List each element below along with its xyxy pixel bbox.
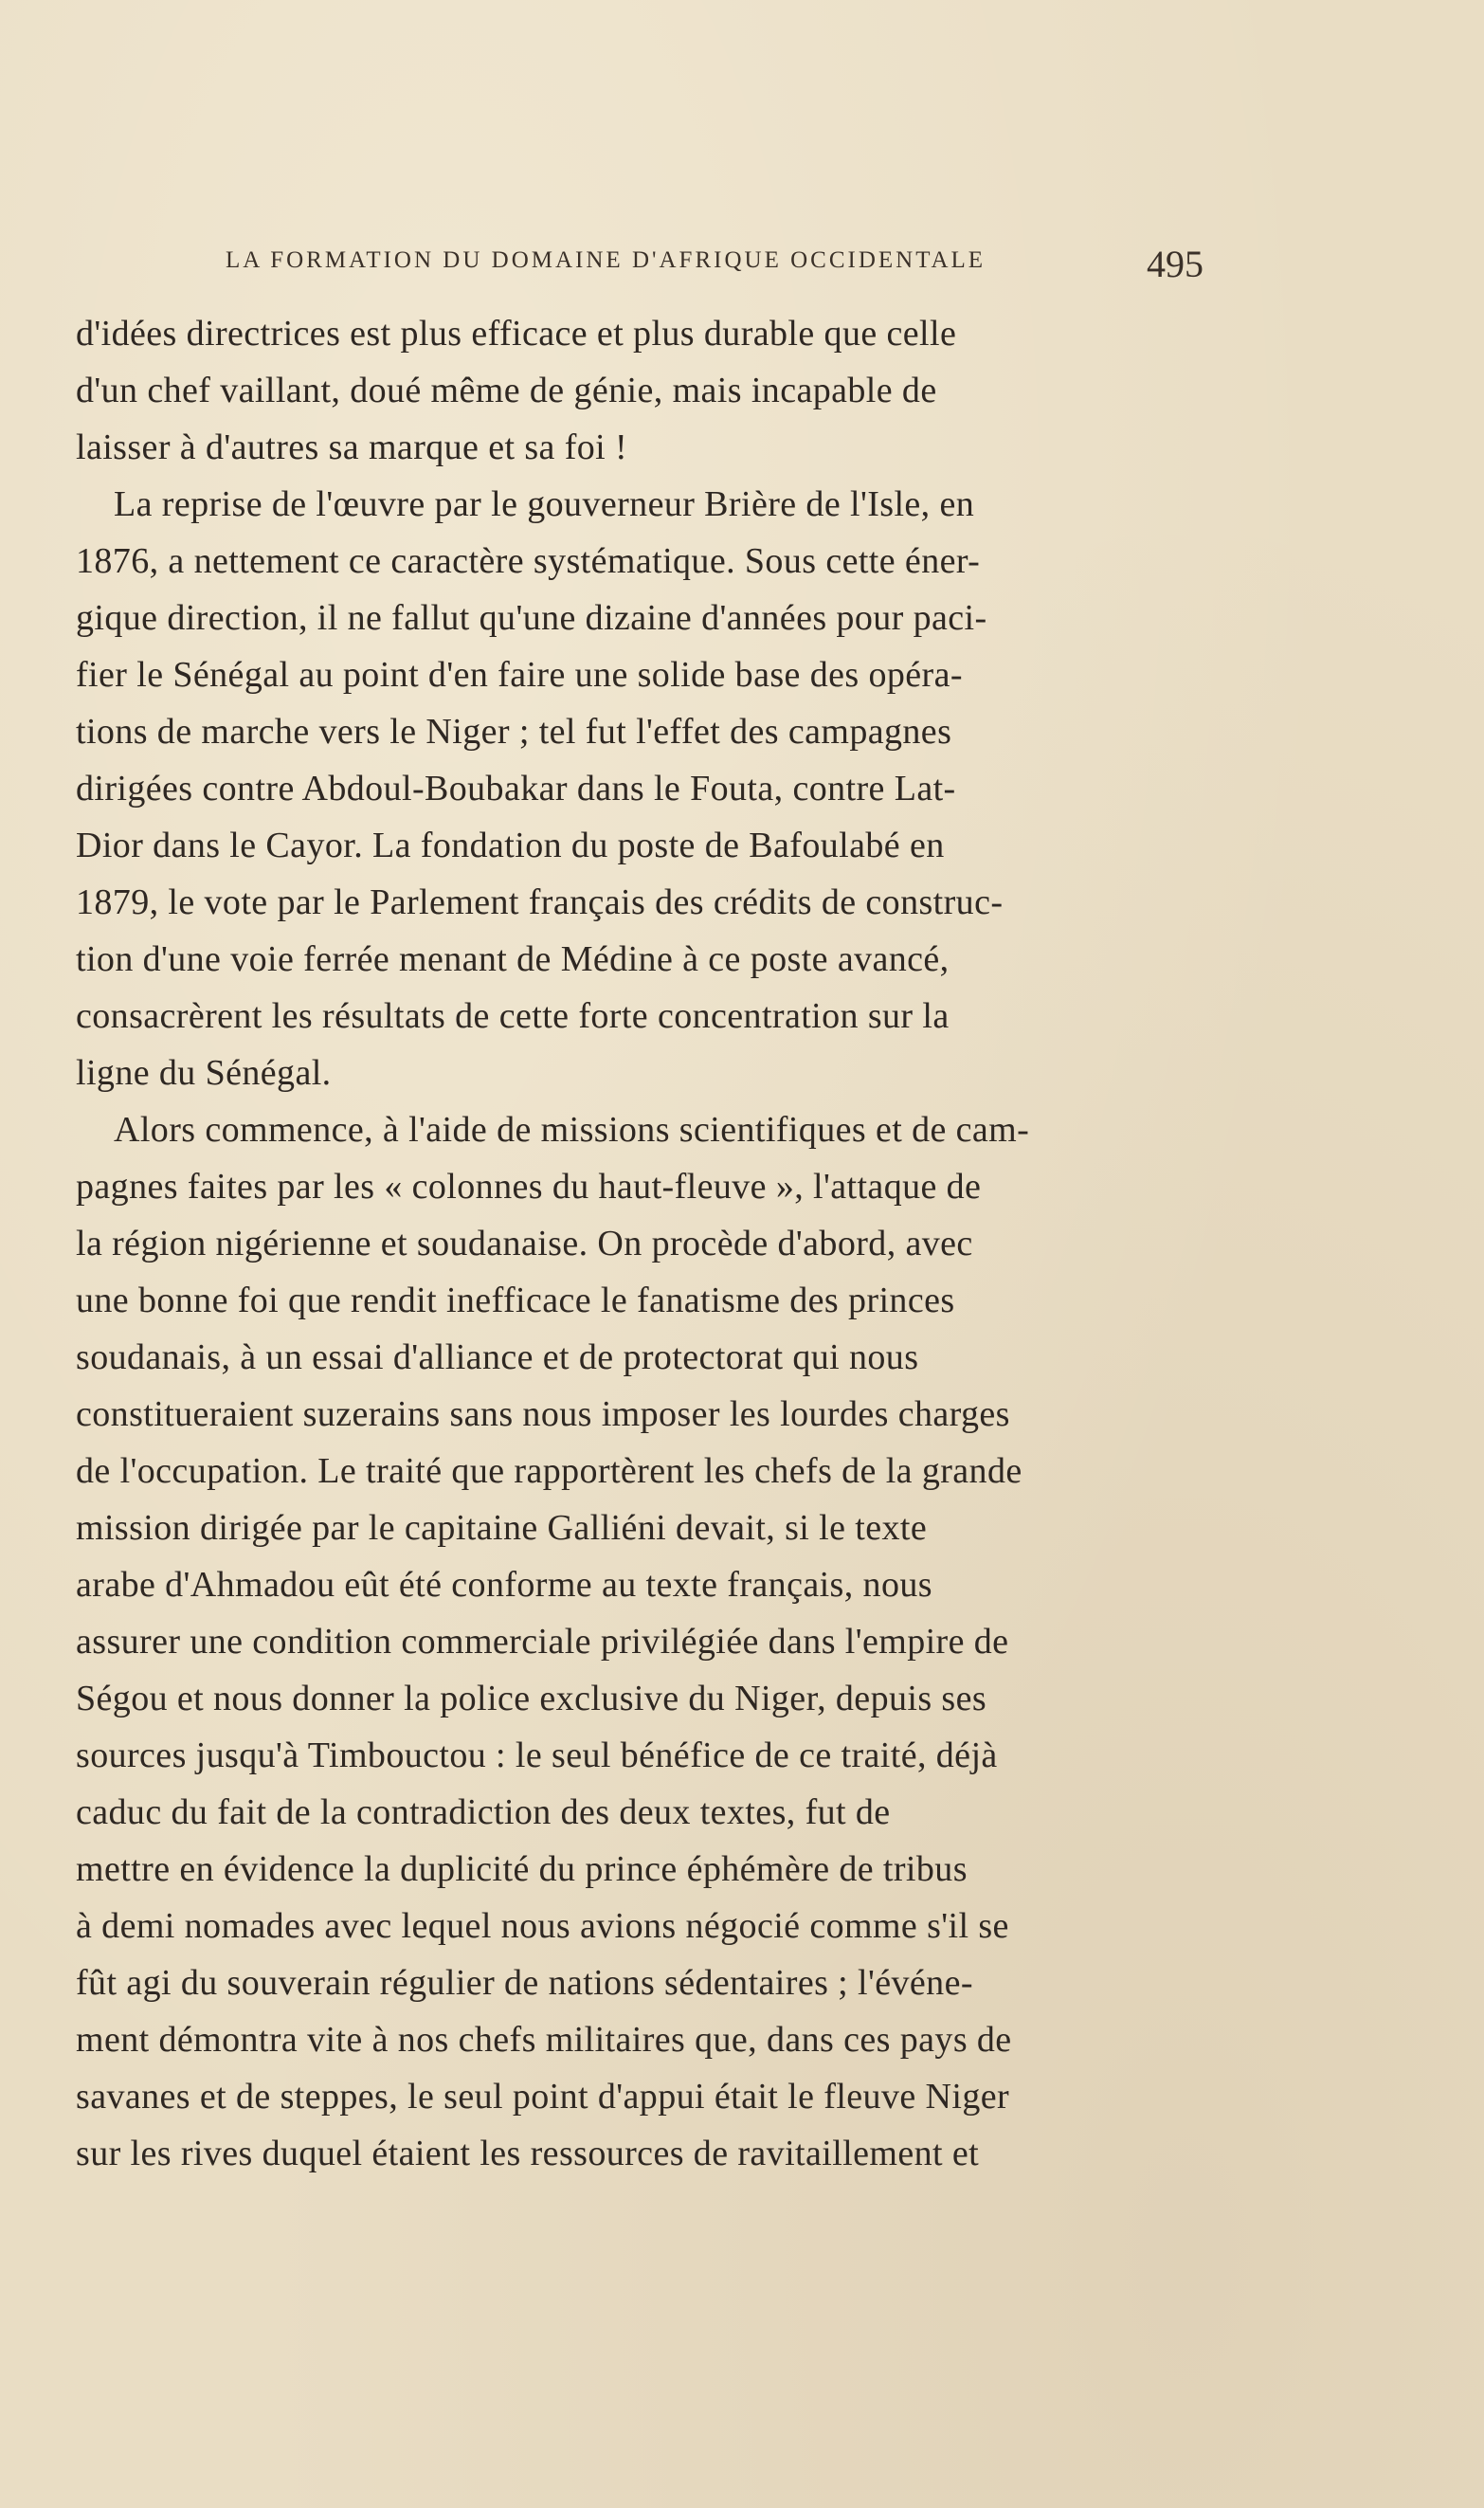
- text-line: sources jusqu'à Timbouctou : le seul bénéfice de ce traité, déjà: [76, 1736, 998, 1775]
- text-line: caduc du fait de la contradiction des deux textes, fut de: [76, 1792, 891, 1832]
- running-head: [0, 242, 1484, 289]
- page-number: 495: [1147, 243, 1203, 285]
- text-line: tions de marche vers le Niger ; tel fut l'effet des campagnes: [76, 712, 952, 752]
- text-line: sur les rives duquel étaient les ressources de ravitaillement et: [76, 2134, 980, 2173]
- text-line: La reprise de l'œuvre par le gouverneur Brière de l'Isle, en: [114, 484, 975, 524]
- text-line: consacrèrent les résultats de cette forte concentration sur la: [76, 996, 950, 1036]
- body-text: [76, 305, 1213, 2182]
- text-line: 1876, a nettement ce caractère systématique. Sous cette éner-: [76, 541, 981, 581]
- text-line: arabe d'Ahmadou eût été conforme au texte français, nous: [76, 1565, 932, 1605]
- text-line: 1879, le vote par le Parlement français des crédits de construc-: [76, 882, 1004, 922]
- text-line: à demi nomades avec lequel nous avions négocié comme s'il se: [76, 1906, 1009, 1946]
- text-line: d'idées directrices est plus efficace et plus durable que celle: [76, 314, 957, 354]
- text-line: savanes et de steppes, le seul point d'appui était le fleuve Niger: [76, 2077, 1010, 2117]
- text-line: dirigées contre Abdoul-Boubakar dans le Fouta, contre Lat-: [76, 769, 956, 809]
- text-line: assurer une condition commerciale privilégiée dans l'empire de: [76, 1622, 1009, 1662]
- text-line: ment démontra vite à nos chefs militaires que, dans ces pays de: [76, 2020, 1012, 2060]
- text-line: fût agi du souverain régulier de nations sédentaires ; l'événe-: [76, 1963, 973, 2003]
- text-line: soudanais, à un essai d'alliance et de protectorat qui nous: [76, 1337, 919, 1377]
- text-line: laisser à d'autres sa marque et sa foi !: [76, 427, 628, 467]
- text-line: mission dirigée par le capitaine Galliéni devait, si le texte: [76, 1508, 928, 1548]
- text-line: gique direction, il ne fallut qu'une dizaine d'années pour paci-: [76, 598, 987, 638]
- text-line: de l'occupation. Le traité que rapportèrent les chefs de la grande: [76, 1451, 1023, 1491]
- text-line: la région nigérienne et soudanaise. On procède d'abord, avec: [76, 1224, 973, 1263]
- running-title: LA FORMATION DU DOMAINE D'AFRIQUE OCCIDENTALE: [226, 247, 986, 273]
- text-line: Dior dans le Cayor. La fondation du poste de Bafoulabé en: [76, 826, 945, 865]
- text-line: pagnes faites par les « colonnes du haut-fleuve », l'attaque de: [76, 1167, 982, 1207]
- text-line: mettre en évidence la duplicité du prince éphémère de tribus: [76, 1849, 968, 1889]
- text-line: tion d'une voie ferrée menant de Médine à ce poste avancé,: [76, 939, 950, 979]
- text-line: une bonne foi que rendit inefficace le fanatisme des princes: [76, 1281, 955, 1320]
- text-line: d'un chef vaillant, doué même de génie, mais incapable de: [76, 371, 937, 410]
- text-line: Ségou et nous donner la police exclusive du Niger, depuis ses: [76, 1679, 987, 1718]
- text-line: constitueraient suzerains sans nous imposer les lourdes charges: [76, 1394, 1010, 1434]
- text-line: fier le Sénégal au point d'en faire une solide base des opéra-: [76, 655, 963, 695]
- text-line: Alors commence, à l'aide de missions scientifiques et de cam-: [114, 1110, 1030, 1150]
- text-line: ligne du Sénégal.: [76, 1053, 332, 1093]
